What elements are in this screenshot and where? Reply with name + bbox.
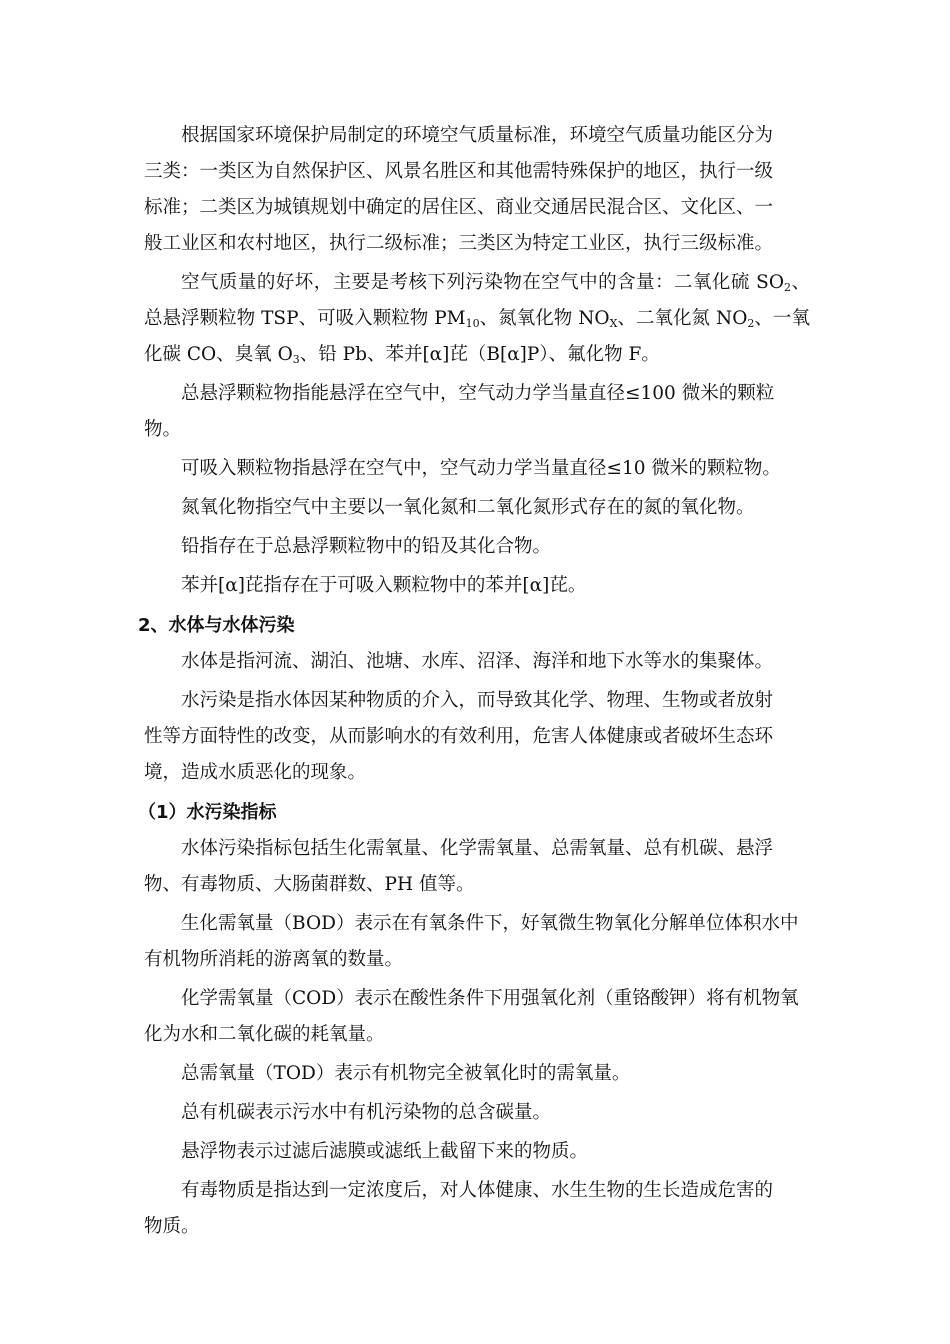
subscript: 10 [465,317,480,330]
subscript: 3 [292,353,300,366]
text-segment: 、氮氧化物 NO [479,308,610,329]
text-segment: 、总悬浮颗粒物 TSP、可吸入颗粒物 PM [144,272,810,329]
text-segment: CO、臭氧 O [186,344,293,365]
paragraph-toc [144,1095,810,1131]
text-line: 化学需氧量（COD）表示在酸性条件下用强氧化剂（重铬酸钾）将有机物氧 [181,988,799,1009]
text-line: 总有机碳表示污水中有机污染物的总含碳量。 [181,1102,552,1123]
text-line: 根据国家环境保护局制定的环境空气质量标准，环境空气质量功能区分为 [181,125,774,146]
subscript: 2 [784,281,792,294]
text-line: 铅指存在于总悬浮颗粒物中的铅及其化合物。 [181,536,552,557]
text-line: 境，造成水质恶化的现象。 [144,762,367,783]
paragraph-nox-definition [144,490,810,526]
paragraph-suspended-solids [144,1134,810,1170]
text-segment: 、一氧化碳 [144,308,810,365]
text-line: 总悬浮颗粒物指能悬浮在空气中，空气动力学当量直径≤100 微米的颗粒 [181,383,775,404]
document-body [138,118,810,1248]
text-line: 可吸入颗粒物指悬浮在空气中，空气动力学当量直径≤10 微米的颗粒物。 [181,458,781,479]
text-line: 悬浮物表示过滤后滤膜或滤纸上截留下来的物质。 [181,1141,589,1162]
paragraph-tsp-definition [144,376,810,448]
text-line: 物。 [144,419,182,440]
paragraph-pollution-indicators [144,831,810,903]
subscript: X [609,317,618,330]
paragraph-bod [144,906,810,978]
paragraph-lead-definition [144,529,810,565]
text-line: 物质。 [144,1216,200,1237]
paragraph-cod [144,981,810,1053]
paragraph-water-pollution [144,683,810,791]
paragraph-air-quality-zones [144,118,810,262]
text-line: 苯并[α]芘指存在于可吸入颗粒物中的苯并[α]芘。 [181,575,587,596]
paragraph-pm10-definition [144,451,810,487]
text-line [144,265,810,373]
text-line: 物、有毒物质、大肠菌群数、PH 值等。 [144,874,475,895]
paragraph-tod [144,1056,810,1092]
text-line: 有机物所消耗的游离氧的数量。 [144,949,404,970]
text-line: 总需氧量（TOD）表示有机物完全被氧化时的需氧量。 [181,1063,631,1084]
text-line: 标准；二类区为城镇规划中确定的居住区、商业交通居民混合区、文化区、一 [144,197,774,218]
text-line: 生化需氧量（BOD）表示在有氧条件下，好氧微生物氧化分解单位体积水中 [181,913,799,934]
text-line: 水体污染指标包括生化需氧量、化学需氧量、总需氧量、总有机碳、悬浮 [181,838,774,859]
text-line: 水污染是指水体因某种物质的介入，而导致其化学、物理、生物或者放射 [181,690,774,711]
paragraph-bap-definition [144,568,810,604]
text-line: 水体是指河流、湖泊、池塘、水库、沼泽、海洋和地下水等水的集聚体。 [181,651,774,672]
text-line: 氮氧化物指空气中主要以一氧化氮和二氧化氮形式存在的氮的氧化物。 [181,497,755,518]
text-segment: 、二氧化氮 NO [617,308,748,329]
paragraph-pollutants [144,265,810,373]
section-heading: 2、水体与水体污染 [138,615,295,636]
paragraph-toxic-substances [144,1173,810,1245]
text-segment: 、铅 Pb、苯并[α]芘（B[α]P）、氟化物 F。 [299,344,660,365]
text-line: 般工业区和农村地区，执行二级标准；三类区为特定工业区，执行三级标准。 [144,233,774,254]
text-line: 三类：一类区为自然保护区、风景名胜区和其他需特殊保护的地区，执行一级 [144,161,774,182]
paragraph-water-body [144,644,810,680]
text-line: 性等方面特性的改变，从而影响水的有效利用，危害人体健康或者破坏生态环 [144,726,774,747]
text-line: 有毒物质是指达到一定浓度后，对人体健康、水生生物的生长造成危害的 [181,1180,774,1201]
subsection-heading: （1）水污染指标 [138,802,277,823]
text-line: 化为水和二氧化碳的耗氧量。 [144,1024,385,1045]
text-segment: 空气质量的好坏，主要是考核下列污染物在空气中的含量：二氧化硫 SO [181,272,785,293]
subscript: 2 [747,317,755,330]
